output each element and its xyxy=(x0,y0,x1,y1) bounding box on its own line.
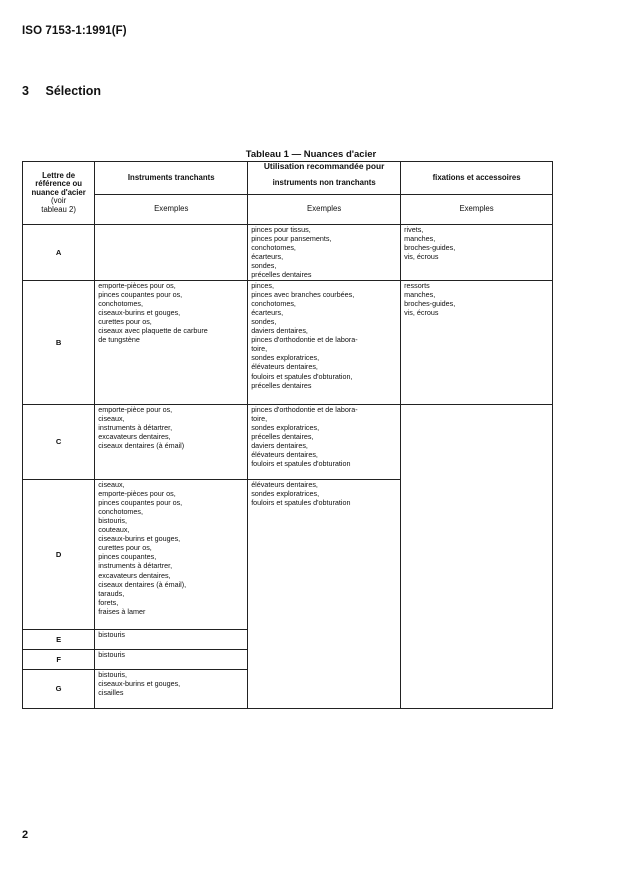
caption-title: Nuances d'acier xyxy=(303,149,377,160)
table-row xyxy=(23,404,553,479)
list-item: sondes, xyxy=(251,261,277,271)
list-item: ciseaux-burins et gouges, xyxy=(98,534,181,544)
fixations-cell xyxy=(401,404,553,708)
section-title: Sélection xyxy=(45,84,102,98)
header-fixations: fixations et accessoires xyxy=(401,162,553,195)
table-row xyxy=(23,225,553,281)
fixations-list xyxy=(404,225,549,261)
list-item: précelles dentaires xyxy=(251,380,312,390)
list-item: emporte-pièces pour os, xyxy=(98,280,176,290)
list-item: bistouris xyxy=(98,629,126,639)
table-row xyxy=(23,280,553,404)
document-header: ISO 7153-1:1991(F) xyxy=(22,25,127,37)
header-ref-line: Lettre de xyxy=(42,170,76,180)
grade-letter: G xyxy=(23,669,95,708)
list-item: écarteurs, xyxy=(251,307,284,317)
cutting-cell xyxy=(95,225,248,281)
list-item: ciseaux dentaires (à émail), xyxy=(98,579,187,589)
noncutting-list xyxy=(251,281,397,390)
fixations-cell xyxy=(401,225,553,281)
header-examples-noncutting: Exemples xyxy=(248,195,401,225)
header-noncutting xyxy=(248,162,401,195)
list-item: toire, xyxy=(251,413,268,423)
list-item: précelles dentaires xyxy=(251,270,312,280)
list-item: forets, xyxy=(98,597,119,607)
noncutting-list xyxy=(251,225,397,280)
list-item: pinces, xyxy=(251,280,274,290)
cutting-cell xyxy=(95,479,248,629)
cutting-cell xyxy=(95,404,248,479)
list-item: sondes exploratrices, xyxy=(251,353,320,363)
list-item: bistouris, xyxy=(98,515,128,525)
list-item: conchotomes, xyxy=(251,243,296,253)
header-ref xyxy=(23,162,95,225)
section-number: 3 xyxy=(22,84,29,98)
list-item: daviers dentaires, xyxy=(251,440,308,450)
list-item: sondes exploratrices, xyxy=(251,422,320,432)
cutting-list xyxy=(98,405,244,450)
list-item: pinces d'orthodontie et de labora- xyxy=(251,335,358,345)
header-ref-line: (voir xyxy=(51,196,67,206)
list-item: sondes, xyxy=(251,316,277,326)
caption-prefix: Tableau 1 xyxy=(245,149,289,160)
list-item: ciseaux, xyxy=(98,413,125,423)
cutting-list xyxy=(98,670,244,697)
cutting-list xyxy=(98,630,244,639)
list-item: ciseaux, xyxy=(98,479,125,489)
list-item: fouloirs et spatules d'obturation xyxy=(251,459,351,469)
list-item: tarauds, xyxy=(98,588,125,598)
list-item: toire, xyxy=(251,344,268,354)
grade-letter: E xyxy=(23,629,95,649)
fixations-list xyxy=(404,281,549,317)
list-item: couteaux, xyxy=(98,525,130,535)
list-item: instruments à détartrer, xyxy=(98,422,173,432)
list-item: pinces pour tissus, xyxy=(251,225,311,234)
list-item: élévateurs dentaires, xyxy=(251,479,318,489)
list-item: ciseaux-burins et gouges, xyxy=(98,307,181,317)
list-item: conchotomes, xyxy=(98,506,144,516)
table-caption xyxy=(0,149,622,160)
noncutting-cell xyxy=(248,479,401,708)
list-item: fraises à lamer xyxy=(98,606,146,616)
list-item: broches-guides, xyxy=(404,243,456,253)
list-item: pinces coupantes pour os, xyxy=(98,497,183,507)
noncutting-list xyxy=(251,405,397,469)
list-item: écarteurs, xyxy=(251,252,284,262)
list-item: curettes pour os, xyxy=(98,316,152,326)
grade-letter: F xyxy=(23,649,95,669)
list-item: élévateurs dentaires, xyxy=(251,450,318,460)
list-item: manches, xyxy=(404,234,436,244)
noncutting-cell xyxy=(248,404,401,479)
list-item: conchotomes, xyxy=(98,298,144,308)
header-noncutting-label: instruments non tranchants xyxy=(272,178,376,188)
header-cutting: Instruments tranchants xyxy=(95,162,248,195)
list-item: ciseaux dentaires (à émail) xyxy=(98,440,185,450)
header-examples-fixations: Exemples xyxy=(401,195,553,225)
list-item: précelles dentaires, xyxy=(251,431,314,441)
noncutting-list xyxy=(251,480,397,507)
list-item: conchotomes, xyxy=(251,298,296,308)
list-item: bistouris, xyxy=(98,669,128,679)
cutting-list xyxy=(98,281,244,345)
list-item: instruments à détartrer, xyxy=(98,561,173,571)
cutting-cell xyxy=(95,280,248,404)
list-item: ciseaux-burins et gouges, xyxy=(98,678,181,688)
section-heading xyxy=(22,84,101,98)
header-ref-line: référence ou xyxy=(35,179,83,189)
grade-letter: A xyxy=(23,225,95,281)
table-body xyxy=(23,225,553,709)
noncutting-cell xyxy=(248,225,401,281)
list-item: vis, écrous xyxy=(404,252,439,262)
list-item: fouloirs et spatules d'obturation, xyxy=(251,371,353,381)
list-item: emporte-pièce pour os, xyxy=(98,404,173,414)
header-ref-line: tableau 2) xyxy=(41,204,76,214)
cutting-cell xyxy=(95,649,248,669)
header-examples-cutting: Exemples xyxy=(95,195,248,225)
list-item: pinces avec branches courbées, xyxy=(251,289,355,299)
list-item: pinces coupantes pour os, xyxy=(98,289,183,299)
grade-letter: B xyxy=(23,280,95,404)
list-item: emporte-pièces pour os, xyxy=(98,488,176,498)
header-recommended: Utilisation recommandée pour xyxy=(263,161,385,172)
list-item: pinces pour pansements, xyxy=(251,234,332,244)
steel-grades-table xyxy=(22,161,553,709)
page-number: 2 xyxy=(22,829,29,841)
list-item: bistouris xyxy=(98,649,126,659)
noncutting-cell xyxy=(248,280,401,404)
list-item: ciseaux avec plaquette de carbure xyxy=(98,326,208,336)
list-item: excavateurs dentaires, xyxy=(98,570,171,580)
list-item: curettes pour os, xyxy=(98,543,152,553)
list-item: pinces d'orthodontie et de labora- xyxy=(251,404,358,414)
header-ref-line: nuance d'acier xyxy=(31,187,86,197)
list-item: cisailles xyxy=(98,687,124,697)
list-item: élévateurs dentaires, xyxy=(251,362,318,372)
list-item: broches-guides, xyxy=(404,298,456,308)
fixations-cell xyxy=(401,280,553,404)
cutting-list xyxy=(98,650,244,659)
list-item: vis, écrous xyxy=(404,307,439,317)
cutting-cell xyxy=(95,669,248,708)
grade-letter: D xyxy=(23,479,95,629)
list-item: excavateurs dentaires, xyxy=(98,431,171,441)
cutting-list xyxy=(98,480,244,616)
list-item: pinces coupantes, xyxy=(98,552,157,562)
list-item: ressorts xyxy=(404,280,430,290)
list-item: manches, xyxy=(404,289,436,299)
grade-letter: C xyxy=(23,404,95,479)
list-item: fouloirs et spatules d'obturation xyxy=(251,497,351,507)
caption-dash: — xyxy=(291,149,302,160)
list-item: daviers dentaires, xyxy=(251,326,308,336)
list-item: sondes exploratrices, xyxy=(251,488,320,498)
list-item: rivets, xyxy=(404,225,424,234)
cutting-cell xyxy=(95,629,248,649)
list-item: de tungstène xyxy=(98,335,140,345)
